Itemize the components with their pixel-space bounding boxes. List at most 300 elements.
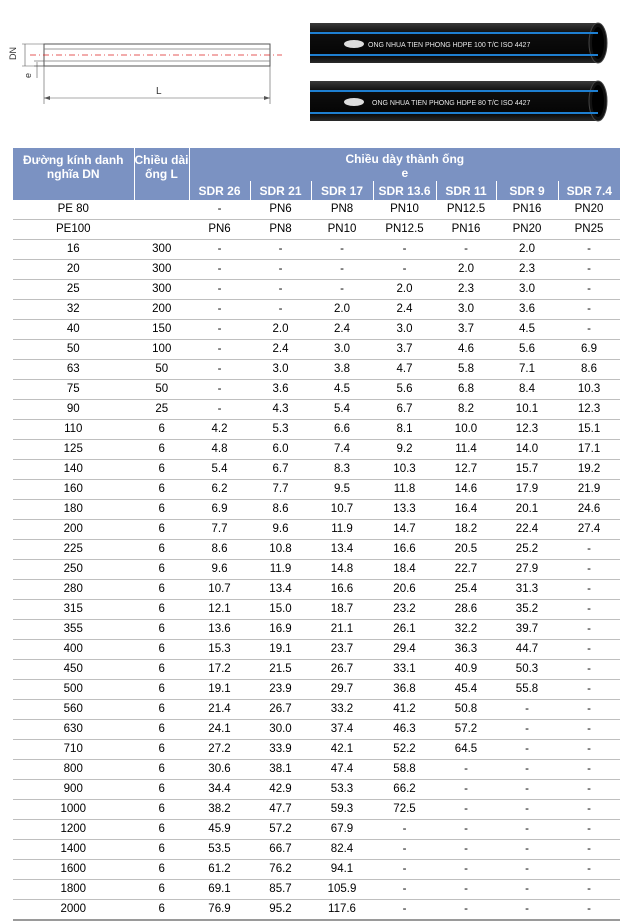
cell-thickness: - <box>250 260 311 280</box>
header-sdr: SDR 11 <box>436 181 496 200</box>
cell-thickness: - <box>250 300 311 320</box>
cell-thickness: - <box>189 360 250 380</box>
cell-thickness: - <box>436 840 496 860</box>
header-nominal-diameter: Đường kính danh nghĩa DN <box>13 148 134 200</box>
cell-thickness: 20.6 <box>373 580 436 600</box>
cell-thickness: PN16 <box>436 220 496 240</box>
cell-thickness: - <box>436 900 496 921</box>
cell-thickness: 14.7 <box>373 520 436 540</box>
cell-dn: 1600 <box>13 860 134 880</box>
table-row <box>13 900 620 921</box>
cell-thickness: - <box>558 280 620 300</box>
cell-thickness: 38.1 <box>250 760 311 780</box>
cell-thickness: - <box>558 840 620 860</box>
cell-thickness: 5.6 <box>496 340 558 360</box>
cell-thickness: - <box>311 240 373 260</box>
table-row <box>13 680 620 700</box>
cell-thickness: 18.7 <box>311 600 373 620</box>
cell-thickness: 8.6 <box>189 540 250 560</box>
cell-thickness: 27.9 <box>496 560 558 580</box>
cell-thickness: 19.2 <box>558 460 620 480</box>
cell-dn: 1400 <box>13 840 134 860</box>
table-row <box>13 260 620 280</box>
cell-thickness: 7.7 <box>189 520 250 540</box>
cell-thickness: 22.4 <box>496 520 558 540</box>
table-row <box>13 880 620 900</box>
cell-length: 300 <box>134 240 189 260</box>
cell-thickness: 26.7 <box>311 660 373 680</box>
cell-thickness: - <box>373 260 436 280</box>
cell-thickness: - <box>373 860 436 880</box>
cell-thickness: 15.1 <box>558 420 620 440</box>
table-row <box>13 640 620 660</box>
cell-length: 6 <box>134 700 189 720</box>
table-row <box>13 400 620 420</box>
cell-thickness: 14.0 <box>496 440 558 460</box>
cell-length: 6 <box>134 740 189 760</box>
cell-thickness: 23.7 <box>311 640 373 660</box>
cell-thickness: - <box>558 620 620 640</box>
cell-thickness: PN8 <box>250 220 311 240</box>
cell-thickness: 27.2 <box>189 740 250 760</box>
cell-thickness: 6.9 <box>558 340 620 360</box>
cell-thickness: 3.0 <box>373 320 436 340</box>
cell-thickness: 23.9 <box>250 680 311 700</box>
cell-thickness: 9.6 <box>189 560 250 580</box>
cell-thickness: - <box>189 200 250 220</box>
cell-thickness: 10.7 <box>311 500 373 520</box>
pipe-print-text-1: ONG NHUA TIEN PHONG HDPE 100 T/C ISO 4427 <box>368 42 531 49</box>
pipe-print-text-2: ONG NHUA TIEN PHONG HDPE 80 T/C ISO 4427 <box>372 100 531 107</box>
cell-thickness: - <box>496 720 558 740</box>
table-row <box>13 740 620 760</box>
cell-dn: 250 <box>13 560 134 580</box>
cell-thickness: 11.8 <box>373 480 436 500</box>
cell-thickness: 5.4 <box>189 460 250 480</box>
cell-thickness: 39.7 <box>496 620 558 640</box>
cell-length: 6 <box>134 900 189 921</box>
cell-thickness: 18.4 <box>373 560 436 580</box>
cell-thickness: 5.8 <box>436 360 496 380</box>
cell-thickness: PN12.5 <box>373 220 436 240</box>
cell-thickness: PN16 <box>496 200 558 220</box>
cell-dn: 20 <box>13 260 134 280</box>
cell-thickness: - <box>373 900 436 921</box>
cell-thickness: 2.0 <box>496 240 558 260</box>
cell-dn: 16 <box>13 240 134 260</box>
cell-length: 6 <box>134 720 189 740</box>
cell-thickness: 2.0 <box>373 280 436 300</box>
cell-thickness: - <box>189 240 250 260</box>
cell-thickness: 7.7 <box>250 480 311 500</box>
cell-thickness: PN6 <box>250 200 311 220</box>
header-length: Chiều dài ống L <box>134 148 189 200</box>
cell-thickness: 47.7 <box>250 800 311 820</box>
cell-thickness: - <box>373 820 436 840</box>
cell-thickness: 2.0 <box>436 260 496 280</box>
cell-thickness: - <box>558 760 620 780</box>
cell-thickness: - <box>189 260 250 280</box>
table-row <box>13 480 620 500</box>
cell-thickness: 7.1 <box>496 360 558 380</box>
cell-length: 6 <box>134 460 189 480</box>
cell-thickness: 9.5 <box>311 480 373 500</box>
cell-thickness: 21.4 <box>189 700 250 720</box>
l-label: L <box>156 86 162 97</box>
cell-thickness: 2.0 <box>311 300 373 320</box>
cell-thickness: 12.1 <box>189 600 250 620</box>
cell-dn: 225 <box>13 540 134 560</box>
cell-thickness: - <box>189 280 250 300</box>
cell-thickness: 28.6 <box>436 600 496 620</box>
cell-thickness: 26.1 <box>373 620 436 640</box>
table-row <box>13 420 620 440</box>
cell-dn: 125 <box>13 440 134 460</box>
cell-thickness: 59.3 <box>311 800 373 820</box>
cell-thickness: 16.9 <box>250 620 311 640</box>
cell-thickness: 30.6 <box>189 760 250 780</box>
cell-thickness: - <box>558 240 620 260</box>
cell-thickness: 44.7 <box>496 640 558 660</box>
cell-thickness: 45.4 <box>436 680 496 700</box>
cell-dn: 200 <box>13 520 134 540</box>
cell-thickness: - <box>436 780 496 800</box>
cell-thickness: 13.4 <box>311 540 373 560</box>
cell-thickness: - <box>311 260 373 280</box>
cell-thickness: - <box>496 840 558 860</box>
cell-length: 6 <box>134 540 189 560</box>
cell-thickness: 6.7 <box>250 460 311 480</box>
cell-dn: 280 <box>13 580 134 600</box>
cell-thickness: 11.4 <box>436 440 496 460</box>
cell-thickness: 36.3 <box>436 640 496 660</box>
cell-thickness: 61.2 <box>189 860 250 880</box>
cell-thickness: 2.0 <box>250 320 311 340</box>
cell-length: 50 <box>134 360 189 380</box>
cell-thickness: - <box>558 320 620 340</box>
cell-thickness: - <box>558 580 620 600</box>
cell-thickness: - <box>250 240 311 260</box>
cell-thickness: - <box>558 820 620 840</box>
cell-thickness: 27.4 <box>558 520 620 540</box>
cell-thickness: - <box>558 560 620 580</box>
cell-length: 6 <box>134 440 189 460</box>
header-sdr: SDR 7.4 <box>558 181 620 200</box>
cell-thickness: - <box>496 800 558 820</box>
cell-thickness: 41.2 <box>373 700 436 720</box>
cell-thickness: 47.4 <box>311 760 373 780</box>
cell-thickness: 42.1 <box>311 740 373 760</box>
table-row <box>13 220 620 240</box>
cell-thickness: PN6 <box>189 220 250 240</box>
cell-dn: 110 <box>13 420 134 440</box>
cell-thickness: 2.4 <box>250 340 311 360</box>
e-label: e <box>23 72 33 78</box>
cell-thickness: 17.1 <box>558 440 620 460</box>
cell-thickness: 72.5 <box>373 800 436 820</box>
table-row <box>13 320 620 340</box>
header-sdr: SDR 13.6 <box>373 181 436 200</box>
cell-length: 6 <box>134 580 189 600</box>
cell-thickness: - <box>496 820 558 840</box>
cell-thickness: 4.5 <box>311 380 373 400</box>
cell-thickness: 67.9 <box>311 820 373 840</box>
cell-thickness: 105.9 <box>311 880 373 900</box>
cell-thickness: PN25 <box>558 220 620 240</box>
cell-thickness: 10.3 <box>373 460 436 480</box>
cell-thickness: 85.7 <box>250 880 311 900</box>
cell-length: 6 <box>134 860 189 880</box>
cell-length: 6 <box>134 520 189 540</box>
cell-thickness: - <box>189 380 250 400</box>
cell-thickness: PN10 <box>373 200 436 220</box>
cell-thickness: - <box>558 540 620 560</box>
cell-thickness: - <box>496 900 558 921</box>
cell-thickness: 50.8 <box>436 700 496 720</box>
cell-thickness: - <box>436 760 496 780</box>
table-row <box>13 860 620 880</box>
cell-thickness: 76.2 <box>250 860 311 880</box>
cell-thickness: 15.3 <box>189 640 250 660</box>
cell-thickness: 5.3 <box>250 420 311 440</box>
cell-thickness: 50.3 <box>496 660 558 680</box>
cell-thickness: 6.8 <box>436 380 496 400</box>
cell-thickness: 94.1 <box>311 860 373 880</box>
header-sdr: SDR 26 <box>189 181 250 200</box>
cell-thickness: 12.3 <box>558 400 620 420</box>
cell-thickness: - <box>436 240 496 260</box>
cell-thickness: 66.2 <box>373 780 436 800</box>
cell-length: 6 <box>134 840 189 860</box>
cell-thickness: - <box>558 680 620 700</box>
cell-thickness: 5.4 <box>311 400 373 420</box>
cell-length: 300 <box>134 260 189 280</box>
cell-thickness: - <box>496 880 558 900</box>
table-row <box>13 560 620 580</box>
cell-thickness: 29.4 <box>373 640 436 660</box>
cell-thickness: 35.2 <box>496 600 558 620</box>
cell-length: 100 <box>134 340 189 360</box>
cell-thickness: 22.7 <box>436 560 496 580</box>
logo-icon <box>344 98 364 106</box>
cell-length: 6 <box>134 480 189 500</box>
cell-thickness: 3.7 <box>373 340 436 360</box>
cell-thickness: - <box>558 640 620 660</box>
table-row <box>13 380 620 400</box>
cell-thickness: - <box>436 820 496 840</box>
table-row <box>13 580 620 600</box>
cell-length: 6 <box>134 660 189 680</box>
cell-length: 150 <box>134 320 189 340</box>
cell-thickness: 3.0 <box>496 280 558 300</box>
cell-thickness: 19.1 <box>189 680 250 700</box>
cell-thickness: 8.6 <box>558 360 620 380</box>
cell-thickness: 33.2 <box>311 700 373 720</box>
cell-length: 6 <box>134 820 189 840</box>
cell-thickness: 2.3 <box>436 280 496 300</box>
table-row <box>13 500 620 520</box>
cell-thickness: 10.8 <box>250 540 311 560</box>
cell-thickness: PN12.5 <box>436 200 496 220</box>
cell-thickness: - <box>189 300 250 320</box>
cell-length: 6 <box>134 640 189 660</box>
cell-thickness: 36.8 <box>373 680 436 700</box>
cell-thickness: 24.1 <box>189 720 250 740</box>
cell-thickness: 38.2 <box>189 800 250 820</box>
cell-thickness: 52.2 <box>373 740 436 760</box>
cell-thickness: - <box>558 900 620 921</box>
cell-thickness: 53.5 <box>189 840 250 860</box>
cell-thickness: 8.2 <box>436 400 496 420</box>
table-row <box>13 760 620 780</box>
cell-dn: 710 <box>13 740 134 760</box>
cell-length: 200 <box>134 300 189 320</box>
table-row <box>13 200 620 220</box>
cell-dn: 400 <box>13 640 134 660</box>
cell-thickness: 11.9 <box>311 520 373 540</box>
cell-thickness: 6.0 <box>250 440 311 460</box>
cell-thickness: - <box>558 780 620 800</box>
cell-thickness: 3.7 <box>436 320 496 340</box>
cell-thickness: 3.6 <box>496 300 558 320</box>
cell-thickness: - <box>558 740 620 760</box>
cell-dn: 63 <box>13 360 134 380</box>
cell-thickness: 6.6 <box>311 420 373 440</box>
header-sdr: SDR 9 <box>496 181 558 200</box>
cell-dn: 900 <box>13 780 134 800</box>
cell-thickness: 95.2 <box>250 900 311 921</box>
cell-thickness: 57.2 <box>436 720 496 740</box>
cell-thickness: 20.5 <box>436 540 496 560</box>
cell-thickness: PN20 <box>496 220 558 240</box>
cell-thickness: 76.9 <box>189 900 250 921</box>
cell-thickness: 16.4 <box>436 500 496 520</box>
cell-thickness: 13.6 <box>189 620 250 640</box>
cell-thickness: 66.7 <box>250 840 311 860</box>
cell-dn: 1200 <box>13 820 134 840</box>
cell-thickness: - <box>189 320 250 340</box>
cell-thickness: 6.9 <box>189 500 250 520</box>
cell-dn: 140 <box>13 460 134 480</box>
cell-dn: 40 <box>13 320 134 340</box>
cell-thickness: 6.2 <box>189 480 250 500</box>
cell-thickness: 18.2 <box>436 520 496 540</box>
pipe-dimension-diagram <box>0 0 300 120</box>
cell-thickness: - <box>558 720 620 740</box>
cell-thickness: 12.7 <box>436 460 496 480</box>
cell-dn: 315 <box>13 600 134 620</box>
cell-thickness: - <box>558 300 620 320</box>
cell-length <box>134 220 189 240</box>
cell-thickness: 20.1 <box>496 500 558 520</box>
cell-thickness: - <box>558 880 620 900</box>
cell-dn: 1800 <box>13 880 134 900</box>
cell-thickness: 3.0 <box>436 300 496 320</box>
cell-thickness: - <box>436 880 496 900</box>
cell-thickness: - <box>436 800 496 820</box>
cell-thickness: 21.5 <box>250 660 311 680</box>
cell-length: 6 <box>134 500 189 520</box>
cell-thickness: 10.3 <box>558 380 620 400</box>
cell-thickness: 5.6 <box>373 380 436 400</box>
header-wall-thickness-label: Chiều dày thành ống <box>345 152 465 166</box>
cell-thickness: 4.2 <box>189 420 250 440</box>
cell-thickness: - <box>558 260 620 280</box>
cell-thickness: 25.4 <box>436 580 496 600</box>
cell-thickness: - <box>496 740 558 760</box>
table-row <box>13 300 620 320</box>
cell-thickness: 2.4 <box>373 300 436 320</box>
cell-thickness: 23.2 <box>373 600 436 620</box>
table-row <box>13 540 620 560</box>
cell-thickness: 32.2 <box>436 620 496 640</box>
header-wall-thickness <box>189 148 620 181</box>
cell-thickness: 6.7 <box>373 400 436 420</box>
table-row <box>13 600 620 620</box>
cell-thickness: - <box>558 800 620 820</box>
table-row <box>13 820 620 840</box>
cell-dn: 355 <box>13 620 134 640</box>
cell-thickness: - <box>189 340 250 360</box>
cell-dn: 500 <box>13 680 134 700</box>
cell-thickness: 69.1 <box>189 880 250 900</box>
table-row <box>13 280 620 300</box>
cell-thickness: 11.9 <box>250 560 311 580</box>
cell-thickness: 4.5 <box>496 320 558 340</box>
table-row <box>13 780 620 800</box>
cell-thickness: - <box>496 860 558 880</box>
table-row <box>13 800 620 820</box>
cell-thickness: 34.4 <box>189 780 250 800</box>
cell-thickness: 10.7 <box>189 580 250 600</box>
header-sdr: SDR 17 <box>311 181 373 200</box>
cell-dn: 180 <box>13 500 134 520</box>
cell-length: 25 <box>134 400 189 420</box>
cell-thickness: - <box>496 760 558 780</box>
cell-thickness: 9.6 <box>250 520 311 540</box>
cell-thickness: 25.2 <box>496 540 558 560</box>
cell-thickness: 3.8 <box>311 360 373 380</box>
cell-thickness: - <box>373 880 436 900</box>
cell-dn: 630 <box>13 720 134 740</box>
table-row <box>13 460 620 480</box>
cell-thickness: - <box>558 700 620 720</box>
cell-thickness: - <box>496 780 558 800</box>
cell-thickness: 4.8 <box>189 440 250 460</box>
cell-thickness: 53.3 <box>311 780 373 800</box>
cell-length: 6 <box>134 600 189 620</box>
cell-thickness: 13.3 <box>373 500 436 520</box>
pipe-spec-table <box>13 148 620 921</box>
cell-thickness: 4.3 <box>250 400 311 420</box>
cell-thickness: 16.6 <box>373 540 436 560</box>
cell-thickness: 8.3 <box>311 460 373 480</box>
cell-dn: 2000 <box>13 900 134 921</box>
cell-length: 6 <box>134 680 189 700</box>
table-row <box>13 440 620 460</box>
table-row <box>13 340 620 360</box>
table-row <box>13 720 620 740</box>
cell-thickness: 19.1 <box>250 640 311 660</box>
cell-thickness: 4.6 <box>436 340 496 360</box>
cell-length: 6 <box>134 780 189 800</box>
cell-dn: 25 <box>13 280 134 300</box>
cell-dn: 1000 <box>13 800 134 820</box>
cell-thickness: PN8 <box>311 200 373 220</box>
logo-icon <box>344 40 364 48</box>
cell-thickness: 3.0 <box>311 340 373 360</box>
cell-thickness: 13.4 <box>250 580 311 600</box>
